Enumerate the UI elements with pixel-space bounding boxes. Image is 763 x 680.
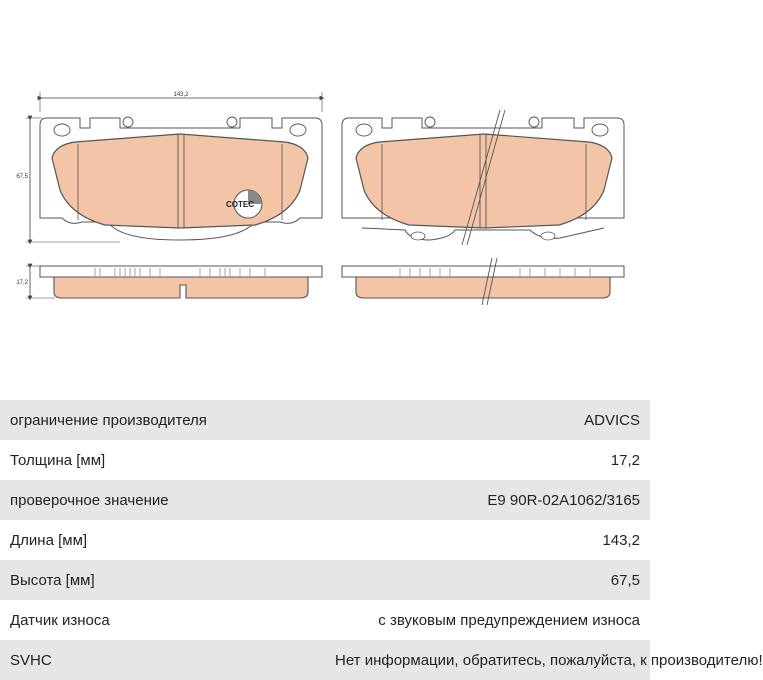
spec-label: Датчик износа: [10, 611, 110, 629]
cotec-logo-text: COTEC: [226, 200, 254, 209]
dim-thickness-label: 17,2: [16, 280, 28, 286]
pad-side-view-right: [342, 258, 624, 305]
table-row: [0, 400, 650, 440]
table-row: [0, 440, 650, 480]
spec-label: проверочное значение: [10, 491, 169, 509]
table-row: [0, 640, 650, 680]
spec-value: 17,2: [610, 451, 640, 469]
spec-label: SVHC: [10, 651, 52, 669]
spec-label: Высота [мм]: [10, 571, 95, 589]
spec-value: с звуковым предупреждением износа: [378, 611, 640, 629]
spec-label: Длина [мм]: [10, 531, 88, 549]
pad-front-view-left: [40, 117, 322, 240]
dimension-length: [40, 92, 322, 112]
pad-side-view-left: [40, 266, 322, 298]
spec-value: 67,5: [610, 571, 640, 589]
table-row: [0, 520, 650, 560]
brake-pad-drawing: [0, 0, 650, 395]
dim-length-label: 143,2: [173, 92, 189, 98]
spec-value: Нет информации, обратитесь, пожалуйста, к производителю!: [335, 651, 763, 669]
pad-front-view-right: [342, 110, 624, 245]
specs-table: [0, 400, 763, 680]
table-row: [0, 600, 650, 640]
spec-value: E9 90R-02A1062/3165: [487, 491, 640, 509]
dim-height-label: 67,5: [16, 174, 28, 180]
table-row: [0, 480, 650, 520]
spec-value: ADVICS: [584, 411, 640, 429]
spec-label: ограничение производителя: [10, 411, 207, 429]
table-row: [0, 560, 650, 600]
spec-value: 143,2: [602, 531, 640, 549]
spec-label: Толщина [мм]: [10, 451, 106, 469]
